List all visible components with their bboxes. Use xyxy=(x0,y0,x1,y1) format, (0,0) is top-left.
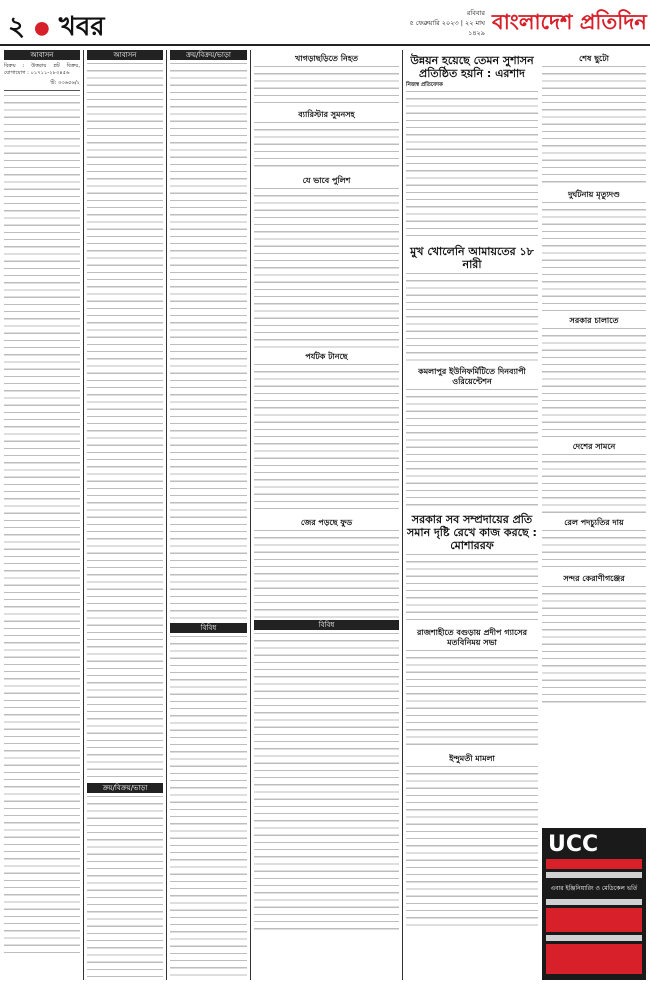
ad-text-block xyxy=(170,636,247,980)
article-body xyxy=(406,273,538,363)
ad-text-block xyxy=(87,63,163,783)
headline: সরকার সব সম্প্রদায়ের প্রতি সমান দৃষ্টি রেখে কাজ করছে : মোশাররফ xyxy=(407,513,537,553)
headline: খাগড়াছড়িতে নিহত xyxy=(295,54,358,63)
dateline xyxy=(395,8,485,38)
article-body xyxy=(542,328,646,438)
section-name: খবর xyxy=(58,12,105,42)
headline: দুর্ঘটনায় মৃত্যুদণ্ড xyxy=(568,190,620,199)
headline: উন্নয়ন হয়েছে তেমন সুশাসন প্রতিষ্ঠিত হয়নি : এরশাদ xyxy=(410,54,534,80)
column-rule xyxy=(83,50,84,980)
category-header: বিবিধ xyxy=(170,623,247,633)
weekday: রবিবার xyxy=(466,9,485,17)
category-header: ক্রয়/বিক্রয়/ভাড়া xyxy=(87,783,163,793)
article-body xyxy=(254,364,399,514)
headline: যে ভাবে পুলিশ xyxy=(302,176,351,185)
ad-tagline: এবার ইঞ্জিনিয়ারিং ও মেডিকেল ভর্তি xyxy=(550,885,638,892)
headline: রেল পদচ্যুতির দায় xyxy=(564,518,624,527)
classified-column-3 xyxy=(170,50,247,980)
headline: জের পড়ছে ফুড xyxy=(300,518,353,527)
category-header: আবাসন xyxy=(4,50,80,60)
headline: ব্যারিস্টার সুমনসহ xyxy=(298,110,355,119)
article-body xyxy=(254,530,399,620)
category-header: আবাসন xyxy=(87,50,163,60)
article-body xyxy=(406,389,538,509)
newspaper-logo: বাংলাদেশ প্রতিদিন xyxy=(492,9,647,34)
red-dot-icon: ● xyxy=(33,17,50,39)
date: ৫ ফেব্রুয়ারি ২০২৩ | ২২ মাঘ ১৪২৯ xyxy=(409,19,485,37)
headline: সরকার চালাতে xyxy=(569,316,619,325)
page-number: ২ xyxy=(8,12,25,42)
ad-stripe xyxy=(546,899,642,905)
masthead xyxy=(0,0,650,46)
headline: ইন্দুমতী মামলা xyxy=(449,754,495,764)
article-body xyxy=(542,454,646,514)
article-body xyxy=(406,554,538,624)
headline: রাজশাহীতে বগুড়ায় প্রদীপ গ্যাসের মতবিনিময় সভা xyxy=(417,628,527,648)
ad-text-block xyxy=(4,95,80,955)
article-body xyxy=(542,586,646,706)
ad-stripe xyxy=(546,872,642,878)
article-body xyxy=(406,650,538,750)
classified-column-2 xyxy=(87,50,163,980)
article-body xyxy=(254,188,399,348)
category-header: ক্রয়/বিক্রয়/ভাড়া xyxy=(170,50,247,60)
ad-banner xyxy=(546,908,642,932)
ad-text-block xyxy=(170,63,247,623)
article-body xyxy=(542,66,646,186)
article-body xyxy=(406,766,538,926)
ad-brand: UCC xyxy=(548,832,599,857)
column-rule xyxy=(250,50,251,980)
news-column-c xyxy=(542,50,646,825)
category-header: বিবিধ xyxy=(254,620,399,630)
classified-column-1 xyxy=(4,50,80,980)
ad-stripe xyxy=(546,935,642,941)
ad-banner xyxy=(546,859,642,869)
column-rule xyxy=(402,50,403,980)
headline: শেষ ছুটো xyxy=(579,54,609,63)
headline: মুখ খোলেনি আমায়তের ১৮ নারী xyxy=(410,245,534,272)
classified-ad: বিক্রয় : উত্তরায় প্লট বিক্রয়, যোগাযোগ : ০১৭১১-২৮৩৪৫৬ xyxy=(4,63,80,77)
byline: নিজস্ব প্রতিবেদক xyxy=(406,82,443,88)
ucc-advertisement[interactable] xyxy=(542,828,646,980)
news-column-b xyxy=(406,50,538,980)
page-label xyxy=(8,6,105,50)
news-column-a xyxy=(254,50,399,980)
column-rule xyxy=(166,50,167,980)
ad-text-block xyxy=(254,633,399,933)
ad-text-block xyxy=(87,796,163,980)
article-body xyxy=(542,202,646,312)
headline: পর্যটক টানছে xyxy=(305,352,348,361)
ad-banner xyxy=(546,944,642,974)
headline: সন্দর কেরাণীগঞ্জের xyxy=(563,574,625,583)
ad-reference: টি: ৩৩৬৫৬/২ xyxy=(4,80,80,90)
article-body xyxy=(254,66,399,106)
headline: দেশের সামনে xyxy=(572,442,616,451)
article-body xyxy=(542,530,646,570)
headline: কমলাপুর ইউনিফর্মিটিতে দিনব্যাপী ওরিয়েন্টেশন xyxy=(418,367,526,387)
article-body xyxy=(406,91,538,241)
article-body xyxy=(254,122,399,172)
